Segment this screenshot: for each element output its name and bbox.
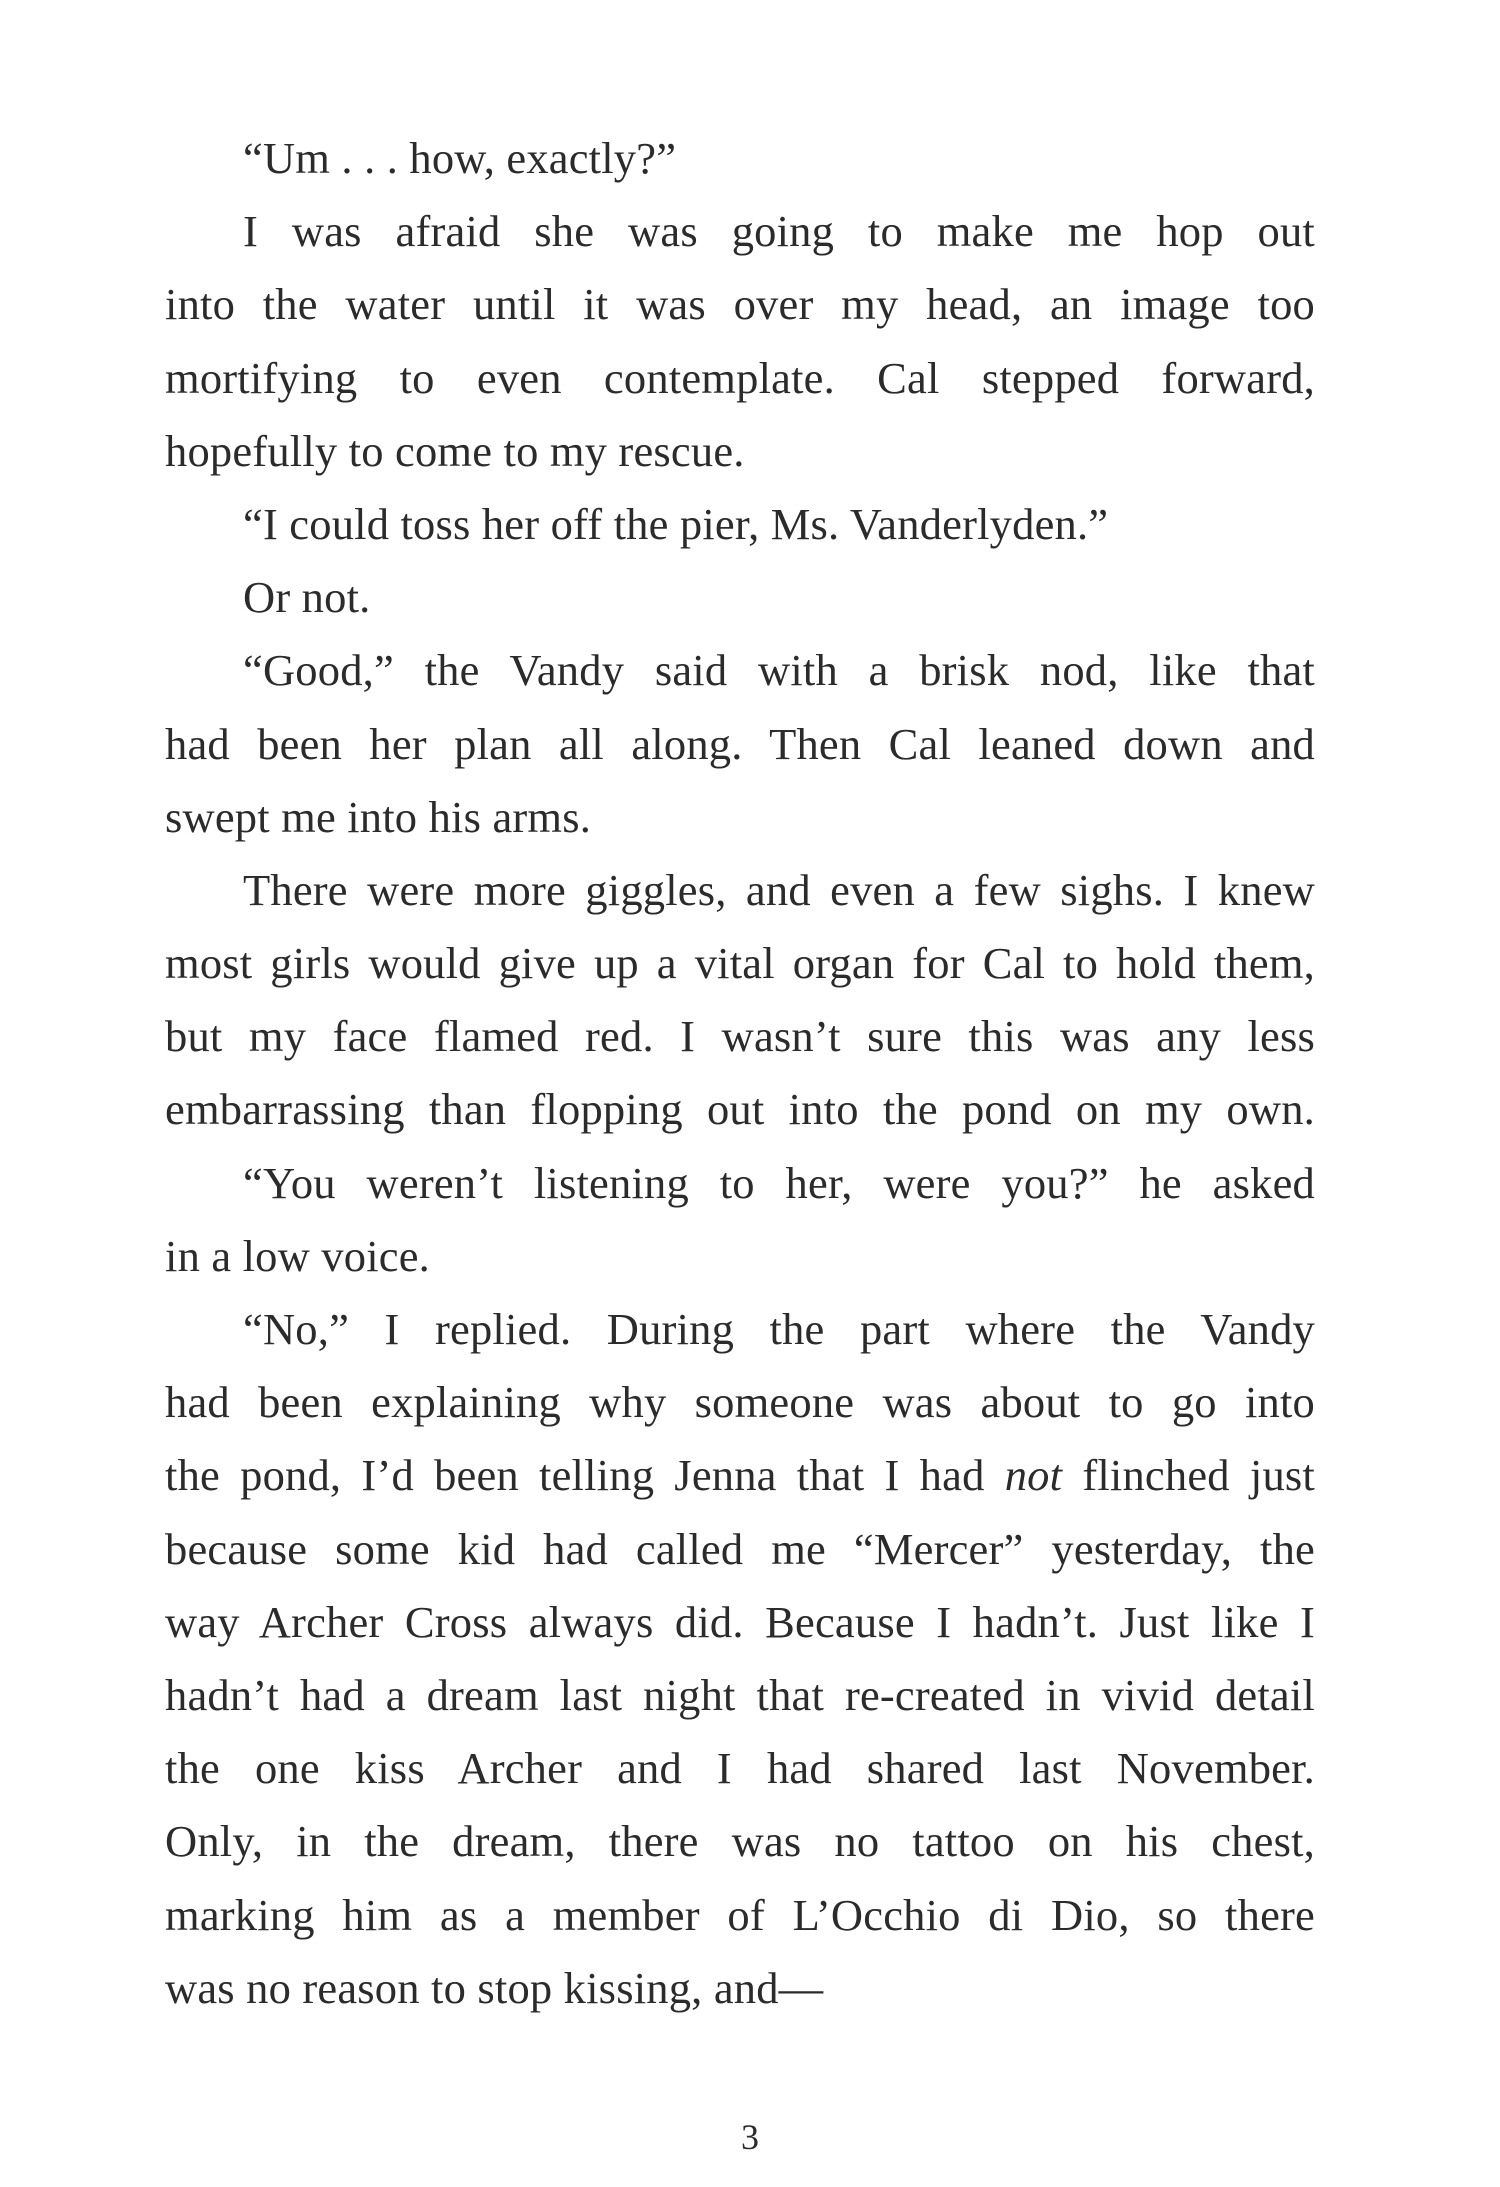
emphasis-text: not [1004,1450,1063,1501]
text-line: into the water until it was over my head, an image too [165,279,1315,330]
page-number: 3 [741,2117,759,2157]
text-line: but my face flamed red. I wasn’t sure this was any less [165,1011,1315,1062]
text-line [165,1439,1315,1512]
text-line: marking him as a member of L’Occhio di Dio, so there [165,1889,1315,1940]
text-line: had been her plan all along. Then Cal leaned down and [165,718,1315,769]
text-segment: the pond, I’d been telling Jenna that I had [165,1450,1005,1501]
text-line: swept me into his arms. [165,791,592,842]
text-line: way Archer Cross always did. Because I hadn’t. Just like I [165,1596,1315,1647]
body-text [165,122,1315,2025]
text-line: “Um . . . how, exactly?” [243,133,677,183]
text-line: mortifying to even contemplate. Cal stepped forward, [165,352,1315,403]
text-line: “No,” I replied. During the part where the Vandy [243,1304,1315,1354]
text-segment: flinched just [1062,1450,1315,1501]
text-line: hadn’t had a dream last night that re-created in vivid detail [165,1669,1315,1720]
text-line: had been explaining why someone was about to go into [165,1377,1315,1428]
text-line: embarrassing than flopping out into the pond on my own. [165,1084,1315,1135]
text-line: “You weren’t listening to her, were you?” he asked [243,1157,1315,1208]
text-line: There were more giggles, and even a few sighs. I knew [243,864,1315,915]
text-line: because some kid had called me “Mercer” yesterday, the [165,1523,1315,1574]
text-line: was no reason to stop kissing, and— [165,1962,824,2013]
text-line: the one kiss Archer and I had shared last November. [165,1743,1315,1794]
text-line: Or not. [243,572,371,623]
text-line: “I could toss her off the pier, Ms. Vanderlyden.” [243,498,1109,549]
text-line: “Good,” the Vandy said with a brisk nod, like that [243,645,1315,696]
text-line: most girls would give up a vital organ for Cal to hold them, [165,938,1315,989]
text-line: Only, in the dream, there was no tattoo on his chest, [165,1816,1315,1867]
text-line: in a low voice. [165,1230,430,1281]
text-line: hopefully to come to my rescue. [165,425,745,476]
text-line: I was afraid she was going to make me hop out [243,206,1315,257]
